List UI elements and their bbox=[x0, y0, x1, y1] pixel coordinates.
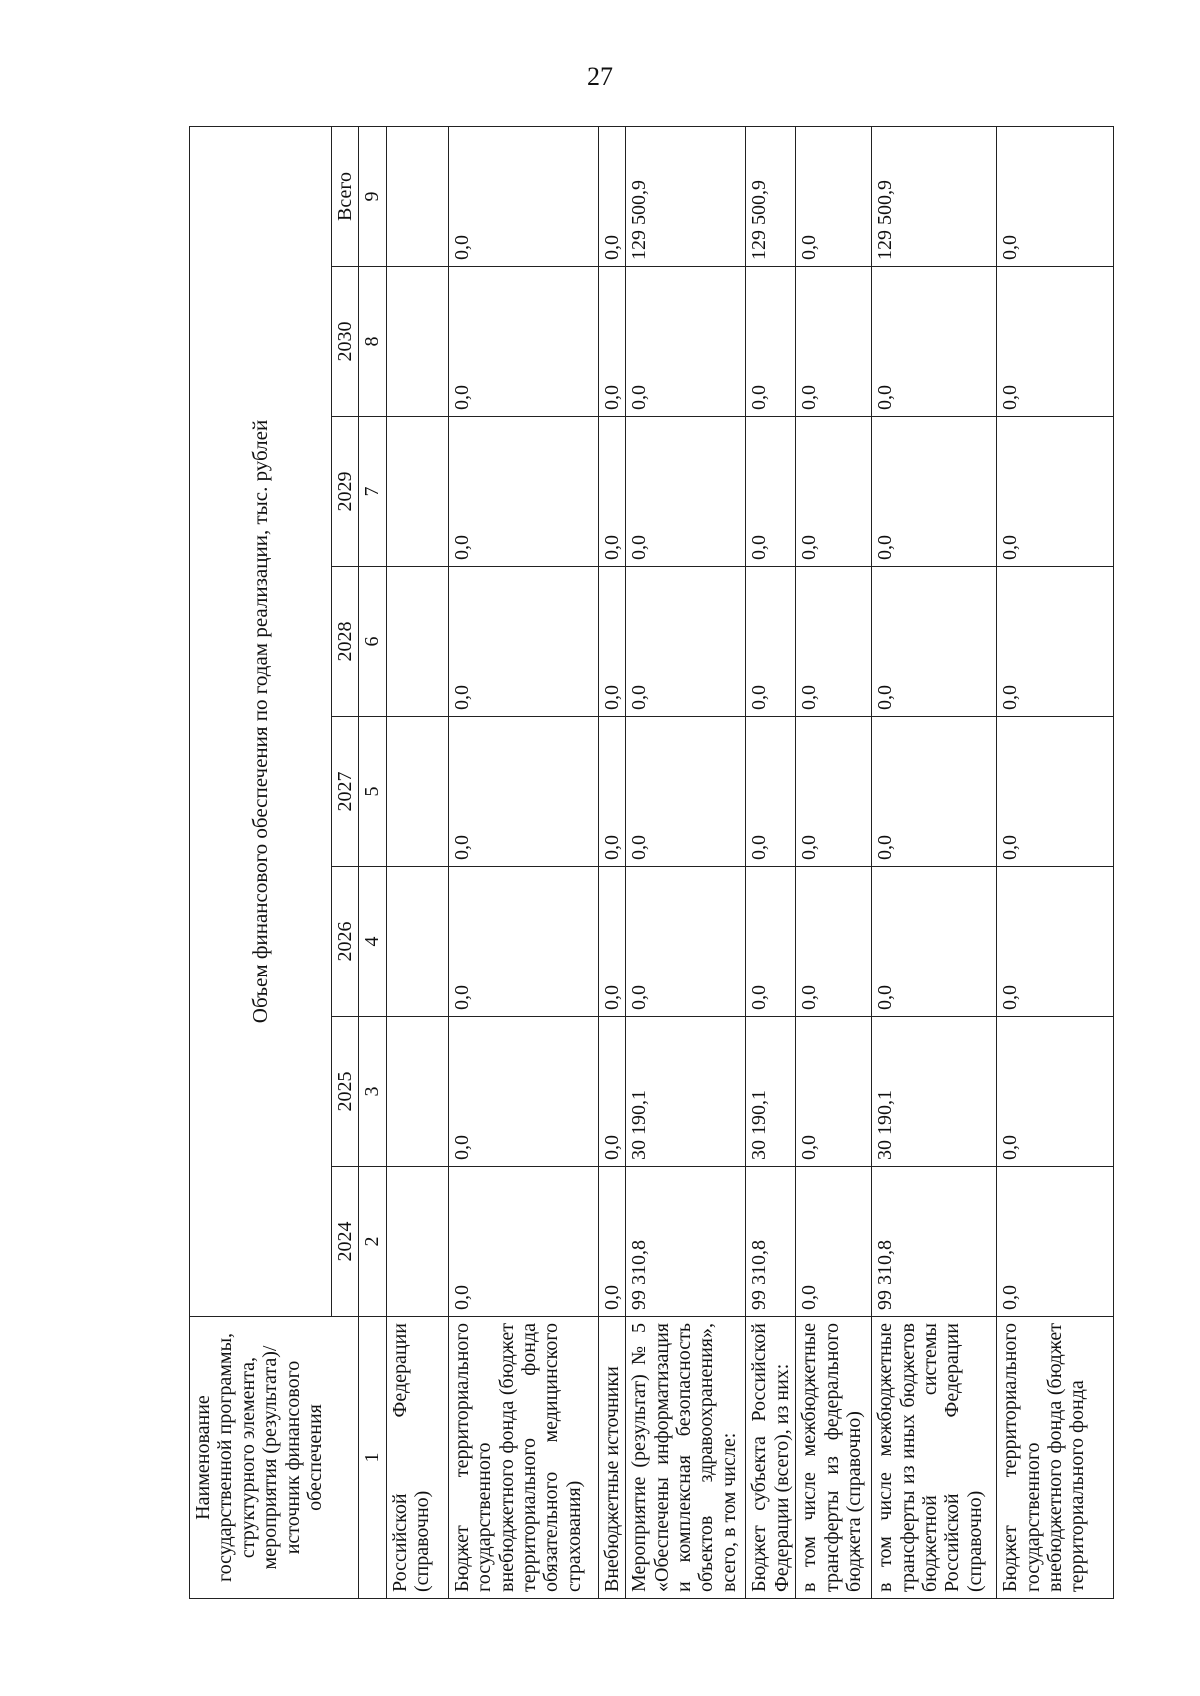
table-row bbox=[997, 126, 1114, 1598]
value-cell: 0,0 bbox=[448, 267, 598, 417]
value-cell: 0,0 bbox=[872, 267, 997, 417]
total-cell: 0,0 bbox=[448, 126, 598, 266]
value-cell: 0,0 bbox=[448, 717, 598, 867]
column-number: 5 bbox=[359, 717, 386, 867]
value-cell: 0,0 bbox=[796, 867, 872, 1017]
value-cell: 0,0 bbox=[997, 1167, 1114, 1317]
value-cell: 0,0 bbox=[746, 567, 796, 717]
value-cell: 0,0 bbox=[746, 417, 796, 567]
table-row bbox=[746, 126, 796, 1598]
value-cell: 0,0 bbox=[598, 717, 625, 867]
value-cell: 0,0 bbox=[598, 867, 625, 1017]
value-cell: 99 310,8 bbox=[746, 1167, 796, 1317]
column-number: 9 bbox=[359, 126, 386, 266]
total-cell: 129 500,9 bbox=[872, 126, 997, 266]
row-name: в том числе межбюджетные трансферты из федерального бюджета (справочно) bbox=[796, 1317, 872, 1599]
column-number: 3 bbox=[359, 1017, 386, 1167]
value-cell: 0,0 bbox=[872, 867, 997, 1017]
value-cell: 0,0 bbox=[626, 417, 746, 567]
header-group-title: Объем финансового обеспечения по годам реализации, тыс. рублей bbox=[190, 126, 332, 1316]
total-cell: 0,0 bbox=[796, 126, 872, 266]
value-cell: 99 310,8 bbox=[626, 1167, 746, 1317]
value-cell bbox=[386, 1017, 448, 1167]
year-header: 2025 bbox=[332, 1017, 359, 1167]
value-cell: 0,0 bbox=[997, 867, 1114, 1017]
value-cell: 0,0 bbox=[997, 567, 1114, 717]
row-name: Бюджет территориального государственного внебюджетного фонда (бюджет территориального фонда обязательного медицинского страхования) bbox=[448, 1317, 598, 1599]
value-cell bbox=[386, 1167, 448, 1317]
year-header: 2027 bbox=[332, 717, 359, 867]
total-cell: 0,0 bbox=[598, 126, 625, 266]
value-cell: 0,0 bbox=[598, 567, 625, 717]
value-cell: 0,0 bbox=[598, 1017, 625, 1167]
value-cell: 0,0 bbox=[796, 267, 872, 417]
value-cell bbox=[386, 567, 448, 717]
value-cell: 0,0 bbox=[448, 1017, 598, 1167]
value-cell: 0,0 bbox=[997, 417, 1114, 567]
page-number: 27 bbox=[587, 62, 613, 91]
value-cell: 0,0 bbox=[997, 1017, 1114, 1167]
value-cell: 0,0 bbox=[746, 717, 796, 867]
value-cell: 0,0 bbox=[796, 417, 872, 567]
total-header: Всего bbox=[332, 126, 359, 266]
row-name: Бюджет территориального государственного внебюджетного фонда (бюджет территориального фонда bbox=[997, 1317, 1114, 1599]
table-row bbox=[626, 126, 746, 1598]
row-name: Внебюджетные источники bbox=[598, 1317, 625, 1599]
value-cell: 0,0 bbox=[746, 867, 796, 1017]
total-cell: 129 500,9 bbox=[626, 126, 746, 266]
table-row bbox=[872, 126, 997, 1598]
column-number: 2 bbox=[359, 1167, 386, 1317]
financing-table bbox=[189, 126, 1114, 1599]
year-header: 2028 bbox=[332, 567, 359, 717]
value-cell: 0,0 bbox=[626, 267, 746, 417]
value-cell: 0,0 bbox=[872, 567, 997, 717]
value-cell: 99 310,8 bbox=[872, 1167, 997, 1317]
year-header: 2029 bbox=[332, 417, 359, 567]
value-cell: 0,0 bbox=[796, 717, 872, 867]
value-cell: 30 190,1 bbox=[746, 1017, 796, 1167]
table-row bbox=[796, 126, 872, 1598]
value-cell bbox=[386, 867, 448, 1017]
value-cell: 0,0 bbox=[997, 717, 1114, 867]
year-header: 2030 bbox=[332, 267, 359, 417]
value-cell bbox=[386, 267, 448, 417]
column-number: 7 bbox=[359, 417, 386, 567]
table-row bbox=[386, 126, 448, 1598]
total-cell: 129 500,9 bbox=[746, 126, 796, 266]
table-row bbox=[448, 126, 598, 1598]
value-cell: 0,0 bbox=[448, 867, 598, 1017]
value-cell: 0,0 bbox=[626, 567, 746, 717]
total-cell bbox=[386, 126, 448, 266]
year-header: 2024 bbox=[332, 1167, 359, 1317]
value-cell: 30 190,1 bbox=[872, 1017, 997, 1167]
value-cell: 0,0 bbox=[448, 567, 598, 717]
column-number: 1 bbox=[359, 1317, 386, 1599]
value-cell: 0,0 bbox=[626, 867, 746, 1017]
row-name: Мероприятие (результат) № 5 «Обеспечены информатизация и комплексная безопасность объектов здравоохранения», всего, в том числе: bbox=[626, 1317, 746, 1599]
row-name: в том числе межбюджетные трансферты из иных бюджетов бюджетной системы Российской Федерации (справочно) bbox=[872, 1317, 997, 1599]
value-cell: 0,0 bbox=[598, 1167, 625, 1317]
value-cell: 0,0 bbox=[448, 1167, 598, 1317]
value-cell: 0,0 bbox=[448, 417, 598, 567]
column-number: 6 bbox=[359, 567, 386, 717]
value-cell bbox=[386, 417, 448, 567]
table-row bbox=[598, 126, 625, 1598]
value-cell: 0,0 bbox=[598, 417, 625, 567]
value-cell: 0,0 bbox=[872, 417, 997, 567]
rotated-table-wrapper bbox=[189, 126, 1103, 1599]
value-cell: 0,0 bbox=[997, 267, 1114, 417]
total-cell: 0,0 bbox=[997, 126, 1114, 266]
year-header: 2026 bbox=[332, 867, 359, 1017]
value-cell: 0,0 bbox=[746, 267, 796, 417]
value-cell: 30 190,1 bbox=[626, 1017, 746, 1167]
value-cell: 0,0 bbox=[796, 1017, 872, 1167]
row-name: Бюджет субъекта Российской Федерации (всего), из них: bbox=[746, 1317, 796, 1599]
value-cell: 0,0 bbox=[598, 267, 625, 417]
value-cell: 0,0 bbox=[872, 717, 997, 867]
value-cell: 0,0 bbox=[626, 717, 746, 867]
column-number: 8 bbox=[359, 267, 386, 417]
column-number: 4 bbox=[359, 867, 386, 1017]
value-cell: 0,0 bbox=[796, 1167, 872, 1317]
header-name-cell: Наименование государственной программы, структурного элемента, мероприятия (результата)/источник финансового обеспечения bbox=[190, 1317, 359, 1599]
row-name: Российской Федерации (справочно) bbox=[386, 1317, 448, 1599]
value-cell bbox=[386, 717, 448, 867]
value-cell: 0,0 bbox=[796, 567, 872, 717]
